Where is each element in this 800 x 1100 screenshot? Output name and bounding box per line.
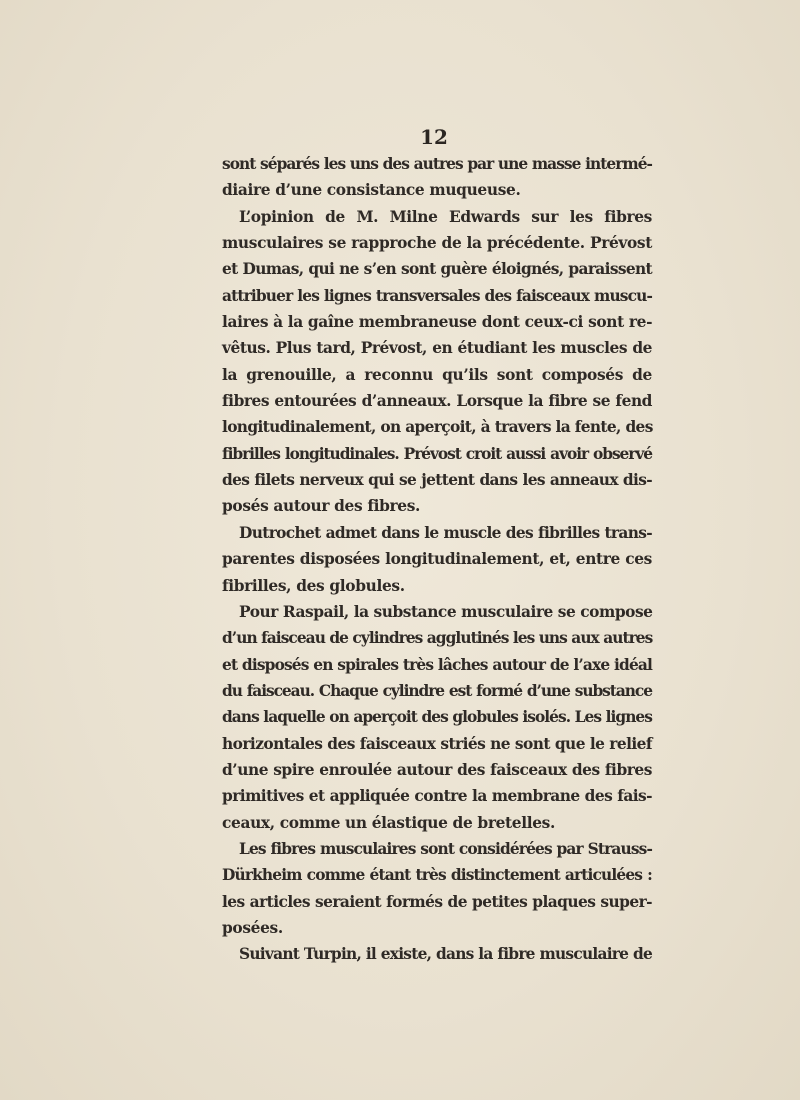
- text-line: dans laquelle on aperçoit des globules isolés. Les lignes: [222, 708, 652, 727]
- text-line: L’opinion de M. Milne Edwards sur les fibres: [239, 207, 652, 226]
- text-line: fibrilles, des globules.: [222, 576, 405, 595]
- text-line: primitives et appliquée contre la membrane des fais-: [222, 787, 652, 806]
- text-line: fibres entourées d’anneaux. Lorsque la fibre se fend: [222, 392, 652, 411]
- text-line: les articles seraient formés de petites plaques super-: [222, 892, 652, 911]
- body-text: [222, 151, 652, 968]
- text-line: la grenouille, a reconnu qu’ils sont composés de: [222, 365, 652, 384]
- text-line: et disposés en spirales très lâches autour de l’axe idéal: [222, 655, 652, 674]
- page-number: 12: [420, 125, 448, 149]
- text-line: longitudinalement, on aperçoit, à travers la fente, des: [222, 418, 653, 437]
- text-line: d’un faisceau de cylindres agglutinés les uns aux autres: [222, 629, 653, 648]
- text-line: Pour Raspail, la substance musculaire se compose: [239, 602, 653, 621]
- text-line: parentes disposées longitudinalement, et, entre ces: [222, 550, 652, 569]
- text-line: Dürkheim comme étant très distinctement articulées :: [222, 866, 652, 885]
- text-line: attribuer les lignes transversales des faisceaux muscu-: [222, 286, 652, 305]
- text-line: Les fibres musculaires sont considérées par Strauss-: [239, 839, 652, 858]
- text-line: vêtus. Plus tard, Prévost, en étudiant les muscles de: [222, 339, 652, 358]
- text-line: laires à la gaîne membraneuse dont ceux-ci sont re-: [222, 313, 653, 332]
- text-line: horizontales des faisceaux striés ne sont que le relief: [222, 734, 652, 753]
- text-line: Suivant Turpin, il existe, dans la fibre musculaire de: [239, 945, 652, 964]
- text-line: du faisceau. Chaque cylindre est formé d’une substance: [222, 681, 652, 700]
- text-line: sont séparés les uns des autres par une masse intermé-: [222, 155, 652, 173]
- text-line: musculaires se rapproche de la précédente. Prévost: [222, 234, 652, 253]
- text-line: d’une spire enroulée autour des faisceaux des fibres: [222, 760, 652, 779]
- text-line: diaire d’une consistance muqueuse.: [222, 181, 521, 200]
- text-line: des filets nerveux qui se jettent dans les anneaux dis-: [222, 471, 652, 490]
- text-line: fibrilles longitudinales. Prévost croit aussi avoir observé: [222, 444, 652, 463]
- text-line: posés autour des fibres.: [222, 497, 421, 516]
- text-line: et Dumas, qui ne s’en sont guère éloignés, paraissent: [222, 260, 652, 279]
- text-line: ceaux, comme un élastique de bretelles.: [222, 813, 555, 832]
- text-line: posées.: [222, 918, 283, 937]
- text-line: Dutrochet admet dans le muscle des fibrilles trans-: [239, 523, 652, 542]
